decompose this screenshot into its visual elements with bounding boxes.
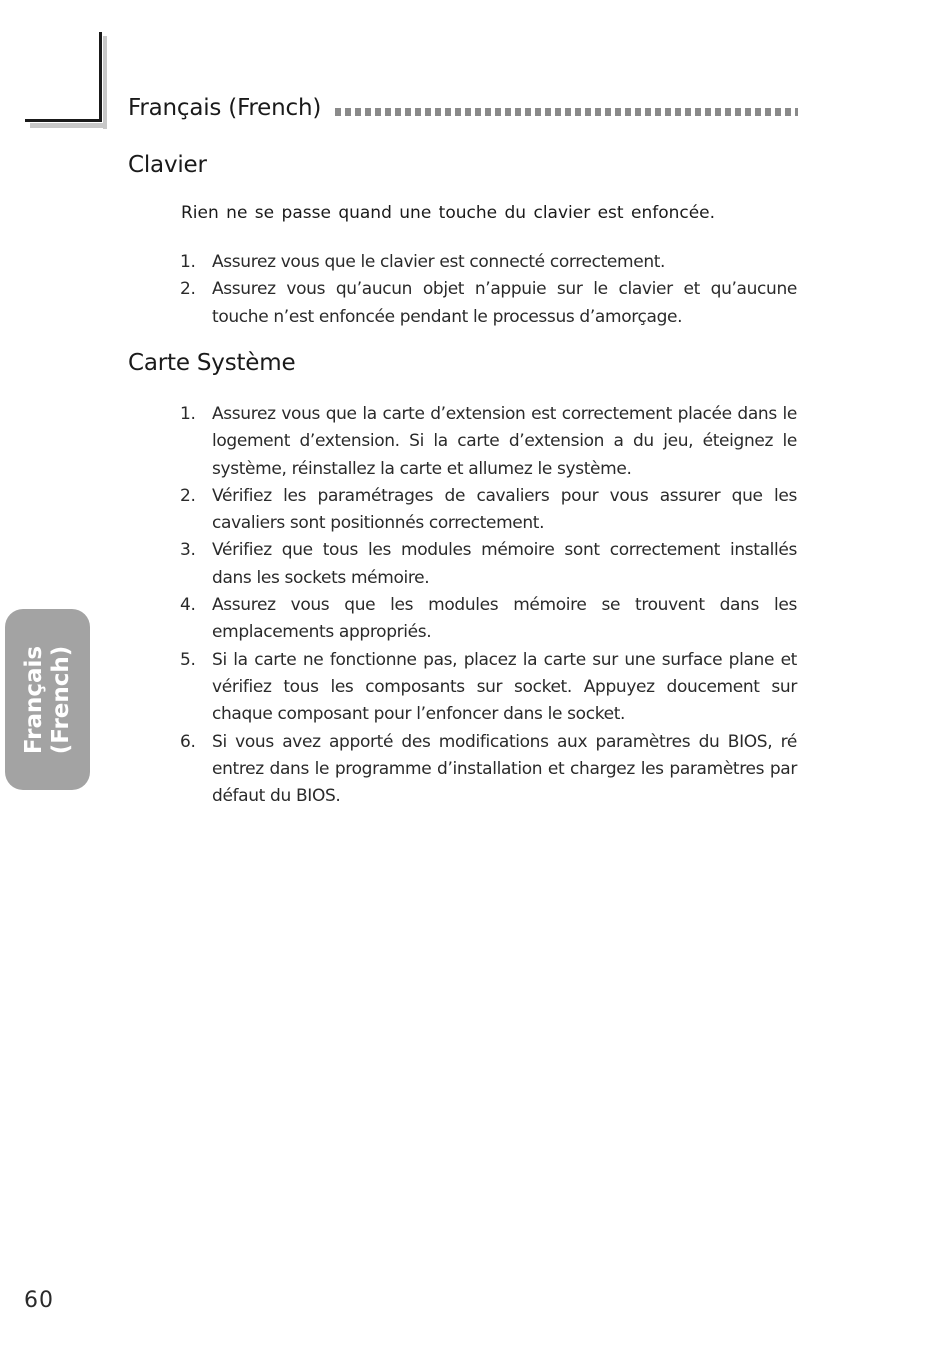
dot-leader xyxy=(335,108,798,116)
carte-systeme-steps-list xyxy=(180,401,797,810)
language-side-tab xyxy=(5,609,90,790)
list-item xyxy=(180,592,797,647)
step-text: Assurez vous que les modules mémoire se trouvent dans les emplacements appropriés. xyxy=(212,595,797,643)
clavier-steps-list xyxy=(180,249,797,331)
step-number: 1. xyxy=(180,404,196,424)
list-item xyxy=(180,729,797,811)
corner-mark-horizontal-shadow xyxy=(30,123,107,128)
list-item xyxy=(180,401,797,483)
step-number: 3. xyxy=(180,540,196,561)
side-tab-line-1: Français xyxy=(20,645,47,754)
side-tab-line-2: (French) xyxy=(47,645,74,754)
corner-mark-vertical-shadow xyxy=(103,36,107,129)
list-item xyxy=(180,483,797,538)
list-item xyxy=(180,249,797,276)
corner-crop-mark xyxy=(25,32,103,122)
clavier-heading: Clavier xyxy=(128,152,207,178)
step-number: 1. xyxy=(180,252,196,272)
corner-mark-horizontal-line xyxy=(25,119,102,122)
step-text: Vérifiez que tous les modules mémoire sont correctement installés dans les sockets mémoire. xyxy=(212,540,797,588)
list-item xyxy=(180,647,797,729)
step-number: 6. xyxy=(180,731,196,752)
step-number: 2. xyxy=(180,485,196,506)
step-text: Assurez vous que le clavier est connecté correctement. xyxy=(212,252,666,272)
corner-mark-vertical-line xyxy=(99,32,102,122)
clavier-problem-statement: Rien ne se passe quand une touche du clavier est enfoncée. xyxy=(181,203,716,223)
carte-systeme-heading: Carte Système xyxy=(128,350,296,376)
step-text: Si vous avez apporté des modifications aux paramètres du BIOS, ré entrez dans le programme d’installation et chargez les paramètres par défaut du BIOS. xyxy=(212,731,797,807)
section-title: Français (French) xyxy=(128,95,322,121)
step-number: 4. xyxy=(180,595,196,616)
step-text: Assurez vous que la carte d’extension est correctement placée dans le logement d’extension. Si la carte d’extension a du jeu, éteignez le système, réinstallez la carte et allumez le système. xyxy=(212,404,797,479)
list-item xyxy=(180,537,797,592)
side-tab-label xyxy=(21,609,75,790)
step-text: Assurez vous qu’aucun objet n’appuie sur le clavier et qu’aucune touche n’est enfoncée pendant le processus d’amorçage. xyxy=(212,279,797,327)
list-item xyxy=(180,276,797,331)
page-number: 60 xyxy=(24,1288,54,1313)
step-text: Si la carte ne fonctionne pas, placez la carte sur une surface plane et vérifiez tous les composants sur socket. Appuyez doucement sur chaque composant pour l’enfoncer dans le socket. xyxy=(212,649,797,725)
step-number: 2. xyxy=(180,279,196,300)
section-header xyxy=(128,92,798,124)
step-text: Vérifiez les paramétrages de cavaliers pour vous assurer que les cavaliers sont positionnés correctement. xyxy=(212,485,797,534)
step-number: 5. xyxy=(180,649,196,670)
